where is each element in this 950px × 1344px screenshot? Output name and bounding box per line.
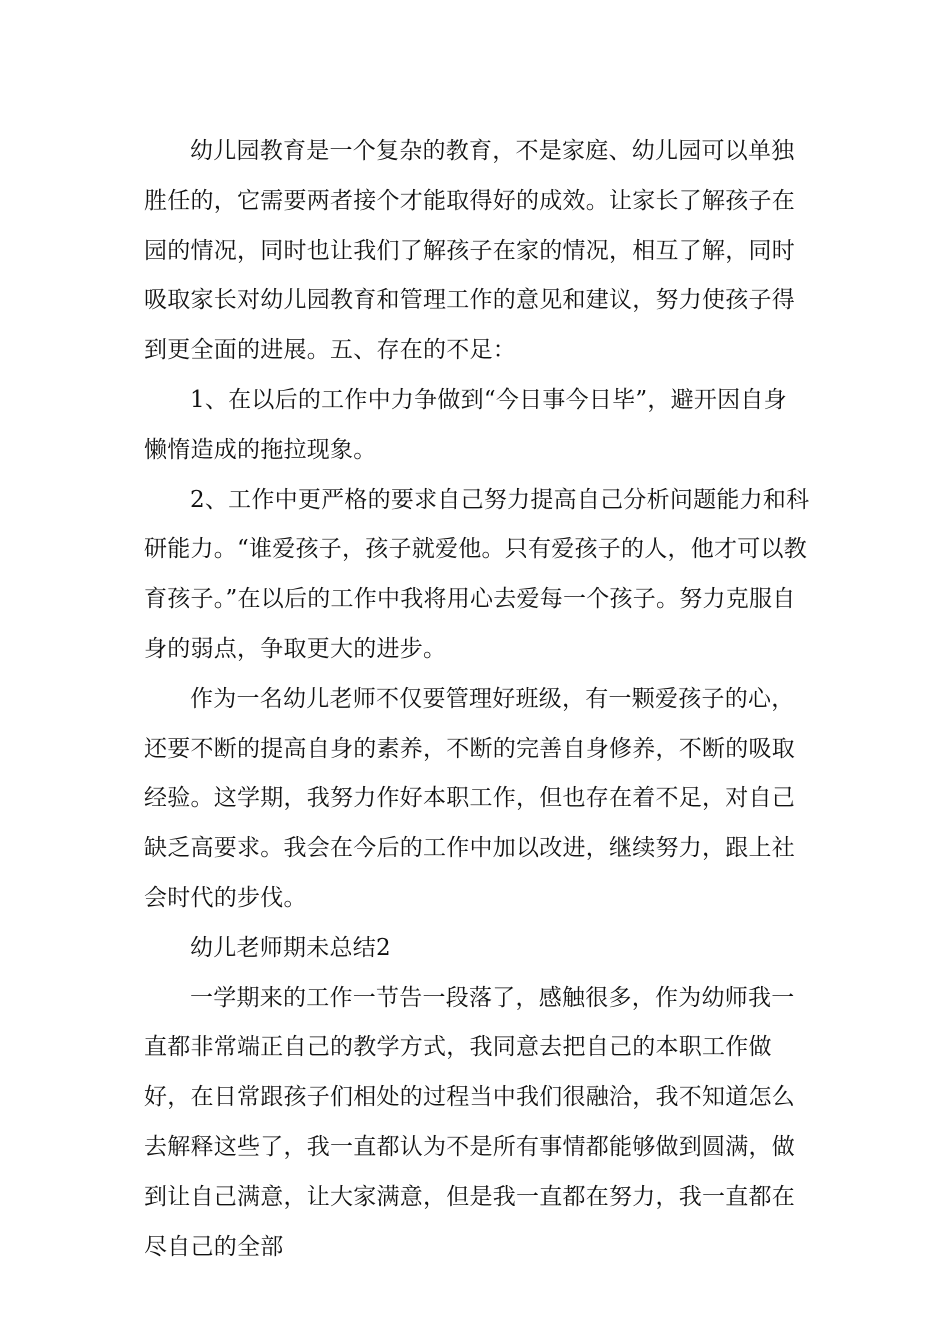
paragraph-teacher-reflection: 作为一名幼儿老师不仅要管理好班级，有一颗爱孩子的心，还要不断的提高自身的素养，不断的完善自身修养，不断的吸取经验。这学期，我努力作好本职工作，但也存在着不足，对自己缺乏高要求。我会在今后的工作中加以改进，继续努力，跟上社会时代的步伐。: [144, 685, 795, 911]
paragraph-shortcoming-1: 1、在以后的工作中力争做到“今日事今日毕”，避开因自身懒惰造成的拖拉现象。: [144, 386, 787, 463]
paragraph-shortcoming-2: 2、工作中更严格的要求自己努力提高自己分析问题能力和科研能力。“谁爱孩子，孩子就爱他。只有爱孩子的人，他才可以教育孩子。”在以后的工作中我将用心去爱每一个孩子。努力克服自身的弱点，争取更大的进步。: [144, 486, 810, 662]
paragraph-home-school-cooperation: 幼儿园教育是一个复杂的教育，不是家庭、幼儿园可以单独胜任的，它需要两者接个才能取得好的成效。让家长了解孩子在园的情况，同时也让我们了解孩子在家的情况，相互了解，同时吸取家长对幼儿园教育和管理工作的意见和建议，努力使孩子得到更全面的进展。五、存在的不足：: [144, 138, 795, 364]
section-heading: 幼儿老师期未总结2: [190, 934, 391, 961]
document-body: [144, 127, 810, 1272]
paragraph-semester-summary: 一学期来的工作一节告一段落了，感触很多，作为幼师我一直都非常端正自己的教学方式，我同意去把自己的本职工作做好，在日常跟孩子们相处的过程当中我们很融洽，我不知道怎么去解释这些了，我一直都认为不是所有事情都能够做到圆满，做到让自己满意，让大家满意，但是我一直都在努力，我一直都在尽自己的全部: [144, 984, 795, 1260]
